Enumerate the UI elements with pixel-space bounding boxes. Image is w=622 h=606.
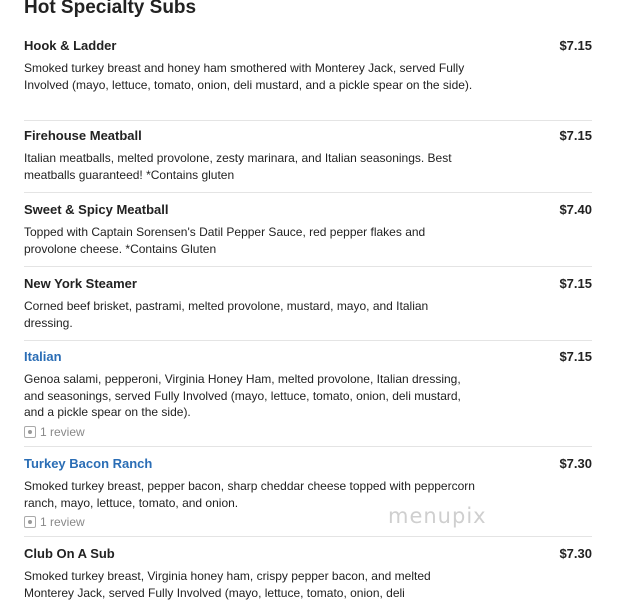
review-count: 1 review <box>40 515 85 529</box>
item-name-link[interactable]: Turkey Bacon Ranch <box>24 456 153 471</box>
item-price: $7.30 <box>559 456 592 471</box>
menu-item-sweet-and-spicy-meatball <box>24 202 592 267</box>
menupix-watermark: menupix <box>388 504 487 528</box>
item-name-link[interactable]: Italian <box>24 349 62 364</box>
menu-item-firehouse-meatball <box>24 128 592 193</box>
item-price: $7.15 <box>559 38 592 53</box>
item-price: $7.40 <box>559 202 592 217</box>
item-price: $7.15 <box>559 128 592 143</box>
item-description: Genoa salami, pepperoni, Virginia Honey Ham, melted provolone, Italian dressing, and seasonings, served Fully Involved (mayo, lettuce, tomato, onion, deli mustard, and a pickle spear on the side). <box>24 372 461 419</box>
item-name: Club On A Sub <box>24 546 115 561</box>
menu-item-hook-and-ladder <box>24 38 592 121</box>
item-name: Firehouse Meatball <box>24 128 142 143</box>
item-description: Smoked turkey breast, Virginia honey ham, crispy pepper bacon, and melted Monterey Jack, served Fully Involved (mayo, lettuce, tomato, onion, deli <box>24 569 431 600</box>
item-description: Corned beef brisket, pastrami, melted provolone, mustard, mayo, and Italian dressing. <box>24 299 429 330</box>
item-name: Hook & Ladder <box>24 38 117 53</box>
menu-item-italian <box>24 349 592 447</box>
item-price: $7.15 <box>559 349 592 364</box>
item-name: Sweet & Spicy Meatball <box>24 202 169 217</box>
item-price: $7.30 <box>559 546 592 561</box>
section-title: Hot Specialty Subs <box>24 0 197 18</box>
item-description: Smoked turkey breast and honey ham smothered with Monterey Jack, served Fully Involved (mayo, lettuce, tomato, onion, deli mustard, and a pickle spear on the side). <box>24 61 473 92</box>
menu-item-new-york-steamer <box>24 276 592 341</box>
review-link[interactable] <box>24 425 592 439</box>
item-price: $7.15 <box>559 276 592 291</box>
review-icon <box>24 426 36 438</box>
menu-item-turkey-bacon-ranch <box>24 456 592 537</box>
item-description: Smoked turkey breast, pepper bacon, sharp cheddar cheese topped with peppercorn ranch, mayo, lettuce, tomato, and onion. <box>24 479 475 510</box>
review-icon <box>24 516 36 528</box>
item-description: Italian meatballs, melted provolone, zesty marinara, and Italian seasonings. Best meatballs guaranteed! *Contains gluten <box>24 151 452 182</box>
review-link[interactable] <box>24 515 592 529</box>
review-count: 1 review <box>40 424 85 439</box>
item-name: New York Steamer <box>24 276 137 291</box>
item-description: Topped with Captain Sorensen's Datil Pepper Sauce, red pepper flakes and provolone cheese. *Contains Gluten <box>24 225 426 256</box>
menu-item-club-on-a-sub <box>24 546 592 606</box>
